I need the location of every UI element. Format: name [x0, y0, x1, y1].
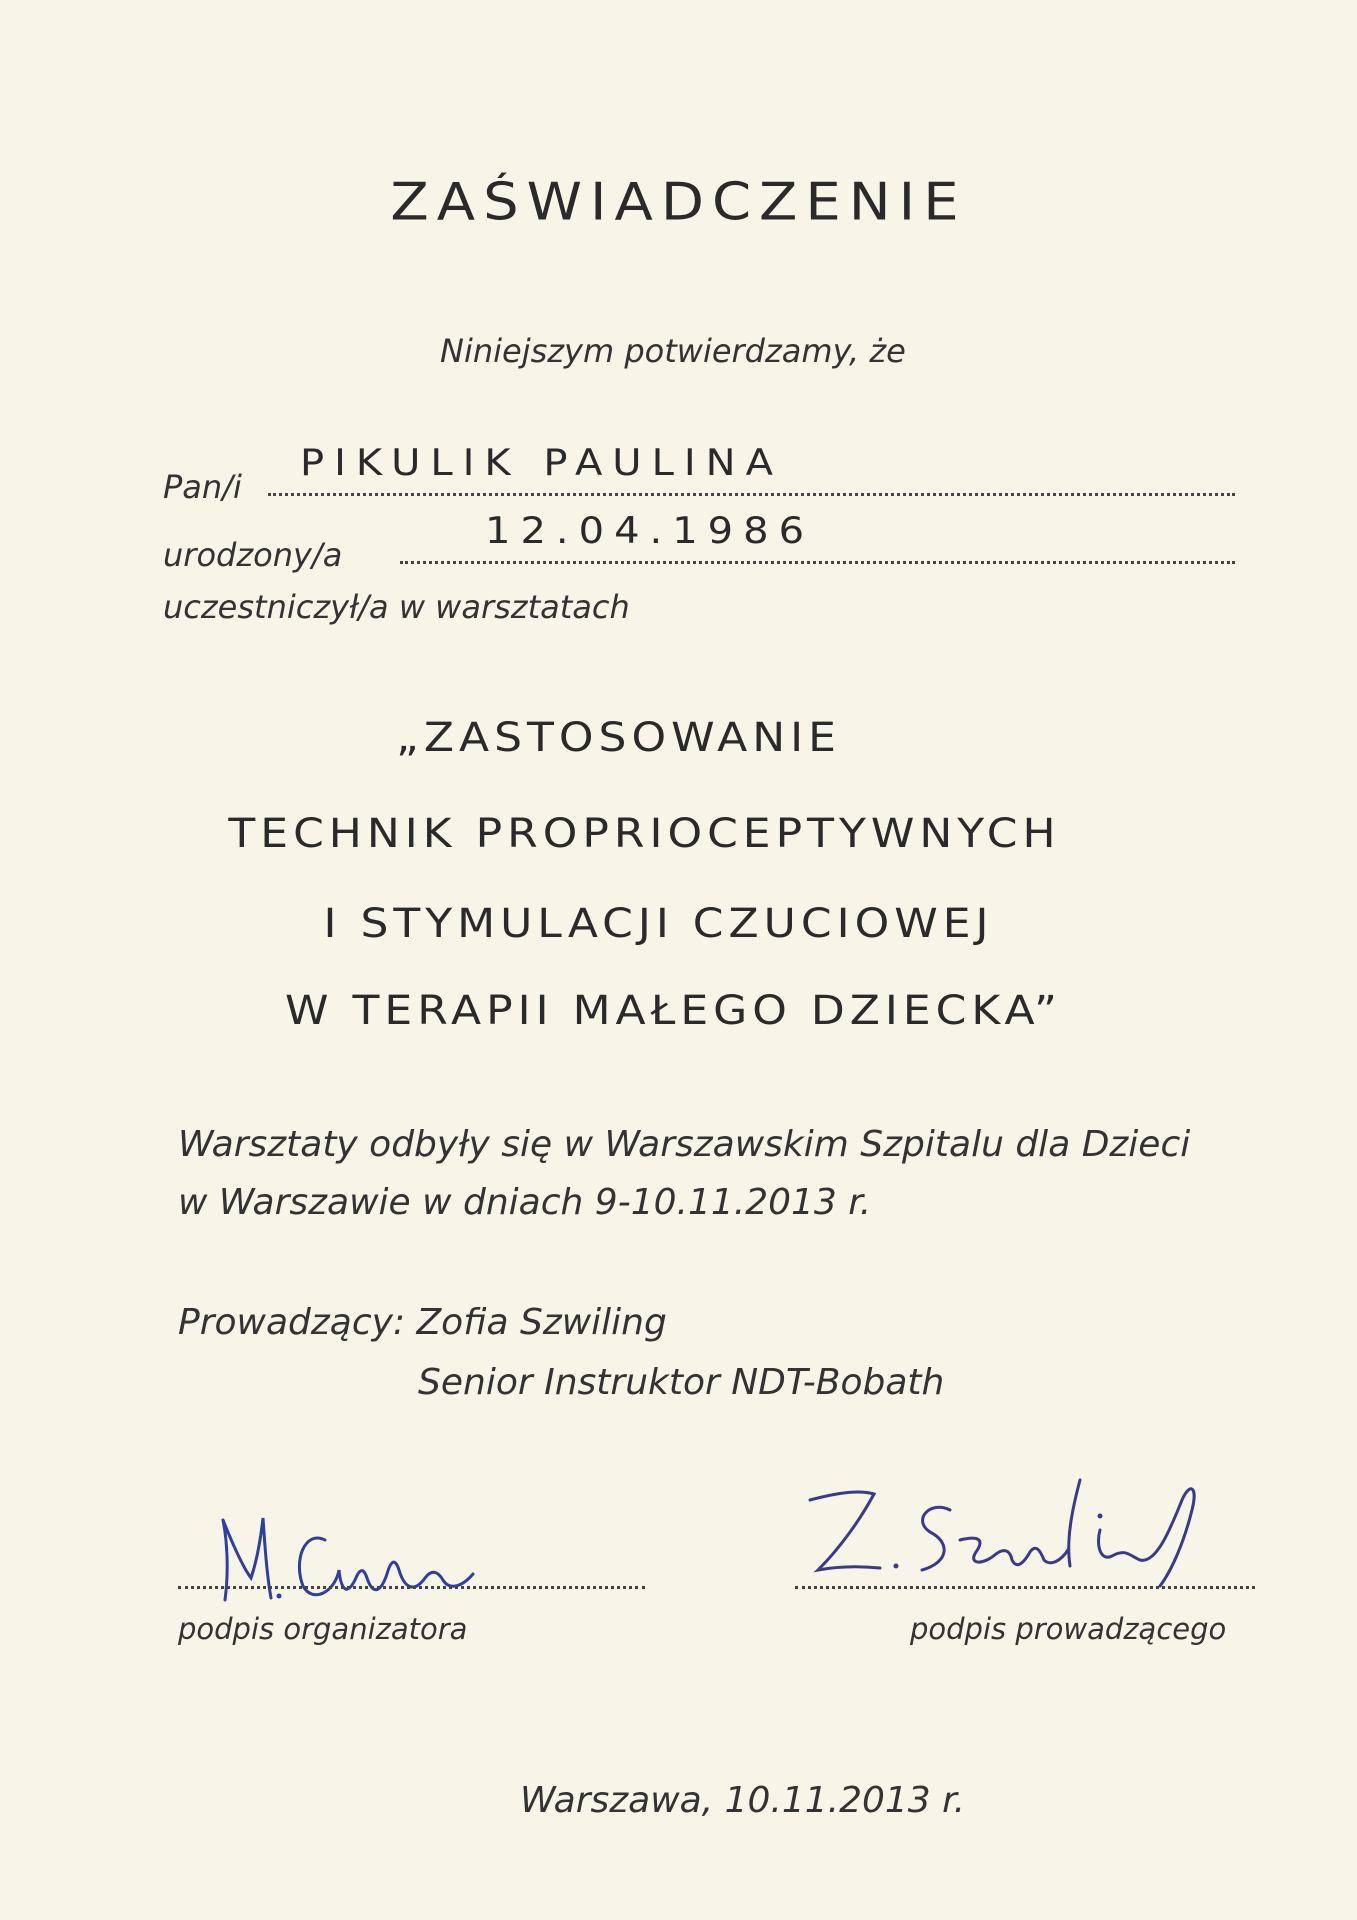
workshop-title-line-1: „ZASTOSOWANIE [396, 714, 841, 761]
born-dotted-line [400, 561, 1235, 564]
instructor-signature-line [795, 1586, 1255, 1589]
name-label: Pan/i [163, 468, 242, 506]
workshop-title-line-2: TECHNIK PROPRIOCEPTYWNYCH [228, 810, 1061, 857]
workshop-title-line-3: I STYMULACJI CZUCIOWEJ [323, 900, 994, 947]
document-title: ZAŚWIADCZENIE [390, 172, 967, 233]
intro-text: Niniejszym potwierdzamy, że [440, 332, 906, 370]
organizer-signature [205, 1500, 485, 1610]
instructor-signature-label: podpis prowadzącego [910, 1612, 1227, 1646]
venue-line-2: w Warszawie w dniach 9-10.11.2013 r. [178, 1182, 872, 1223]
instructor-line: Prowadzący: Zofia Szwiling [178, 1302, 667, 1343]
born-label: urodzony/a [163, 536, 343, 574]
place-date: Warszawa, 10.11.2013 r. [520, 1780, 966, 1821]
participated-text: uczestniczył/a w warsztatach [163, 588, 630, 626]
venue-line-1: Warsztaty odbyły się w Warszawskim Szpitalu dla Dzieci [178, 1124, 1191, 1165]
born-value: 12.04.1986 [485, 509, 815, 553]
organizer-signature-line [178, 1586, 645, 1589]
instructor-signature [800, 1470, 1280, 1590]
workshop-title-line-4: W TERAPII MAŁEGO DZIECKA” [285, 987, 1062, 1034]
name-value: PIKULIK PAULINA [300, 441, 783, 485]
instructor-title: Senior Instruktor NDT-Bobath [418, 1362, 945, 1403]
organizer-signature-label: podpis organizatora [178, 1612, 468, 1646]
name-dotted-line [268, 493, 1235, 496]
